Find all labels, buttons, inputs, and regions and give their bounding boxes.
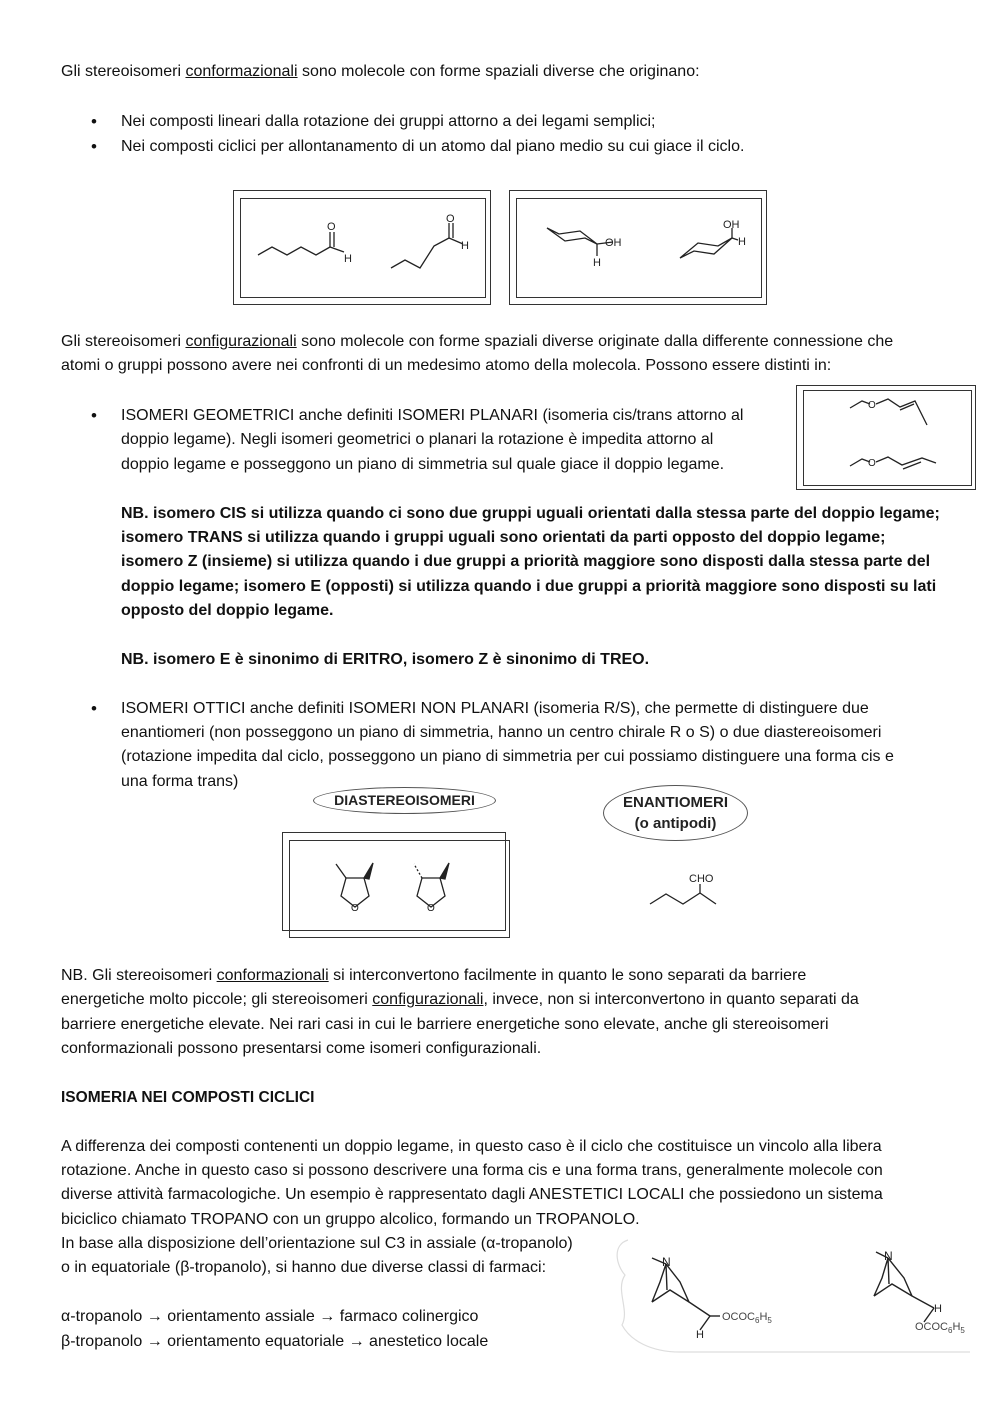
optical-text: una forma trans) [121,773,239,790]
cyclic-text: In base alla disposizione dell’orientazione sul C3 in assiale (α-tropanolo) [61,1235,573,1252]
beta-tropanol-line: β-tropanolo → orientamento equatoriale → anestetico locale [61,1333,489,1350]
list-item: • Nei composti lineari dalla rotazione dei gruppi attorno a dei legami semplici; [61,110,744,135]
tropane-n-label: N [884,1249,893,1263]
cyclohexanol-oh-label: OH [723,219,740,231]
aldehyde-o-label: O [446,213,455,225]
diastereoisomers-label: DIASTEREOISOMERI [313,787,496,814]
config-paragraph-line: Gli stereoisomeri configurazionali sono molecole con forme spaziali diverse originate dalla differente connessione che [61,333,894,350]
geometric-text: doppio legame). Negli isomeri geometrici o planari la rotazione è impedita attorno al [121,431,714,448]
ester-label: $OCOC_6H_5$ [915,1321,965,1335]
geometric-text: doppio legame e posseggono un piano di simmetria sul quale giace il doppio legame. [121,456,725,473]
nb-interconversion-line: energetiche molto piccole; gli stereoisomeri configurazionali, invece, non si interconvertono in quanto separati da [61,991,859,1008]
aldehyde-h-label: H [461,240,469,252]
cyclohexanol-oh-label: OH [605,237,622,249]
ring-o-label: O [427,903,435,914]
nb-interconversion-line: barriere energetiche elevate. Nei rari casi in cui le barriere energetiche sono elevate, anche gli stereoisomeri [61,1016,829,1033]
cyclic-text: rotazione. Anche in questo caso si possono descrivere una forma cis e una forma trans, generalmente molecole con [61,1162,883,1179]
cyclic-text: o in equatoriale (β-tropanolo), si hanno due diverse classi di farmaci: [61,1259,547,1276]
cyclohexanol-h-label: H [593,257,601,269]
ether-o-label: O [868,458,876,469]
nb-interconversion-line: conformazionali possono presentarsi come isomeri configurazionali. [61,1040,542,1057]
aldehyde-o-label: O [327,221,336,233]
cyclic-text: diverse attività farmacologiche. Un esempio è rappresentato dagli ANESTETICI LOCALI che possiedono un sistema [61,1186,883,1203]
nb-cis-trans-line: NB. isomero CIS si utilizza quando ci sono due gruppi uguali orientati dalla stessa parte del doppio legame; [121,505,940,522]
nb-cis-trans-line: opposto del doppio legame. [121,602,334,619]
cho-label: CHO [689,873,714,885]
term-configurazionali: configurazionali [185,333,297,350]
list-item: • Nei composti ciclici per allontanamento di un atomo dal piano medio su cui giace il ciclo. [61,135,744,160]
nb-cis-trans-line: doppio legame; isomero E (opposti) si utilizza quando i due gruppi a priorità maggiore sono disposti su lati [121,578,937,595]
tropane-h-label: H [696,1329,704,1341]
optical-text: (rotazione impedita dal ciclo, posseggono un piano di simmetria per cui possiamo distinguere una forma cis e [121,748,894,765]
ring-o-label: O [351,903,359,914]
tropane-h-label: H [934,1303,942,1315]
nb-cis-trans-line: isomero TRANS si utilizza quando i gruppi uguali sono orientati da parti opposto del doppio legame; [121,529,886,546]
term-conformazionali: conformazionali [185,63,298,80]
section-heading-cyclic: ISOMERIA NEI COMPOSTI CICLICI [61,1089,315,1106]
list-item: • ISOMERI GEOMETRICI anche definiti ISOMERI PLANARI (isomeria cis/trans attorno al [61,404,743,429]
ester-label: $OCOC_6H_5$ [722,1311,772,1325]
cyclic-text: biciclico chiamato TROPANO con un gruppo alcolico, formando un TROPANOLO. [61,1211,640,1228]
alpha-tropanol-line: α-tropanolo → orientamento assiale → farmaco colinergico [61,1308,479,1325]
cyclic-text: A differenza dei composti contenenti un doppio legame, in questo caso è il ciclo che costituisce un vincolo alla libera [61,1138,882,1155]
list-item: • ISOMERI OTTICI anche definiti ISOMERI NON PLANARI (isomeria R/S), che permette di distinguere due [61,697,869,722]
config-paragraph-line: atomi o gruppi possono avere nei confronti di un medesimo atomo della molecola. Possono essere distinti in: [61,357,832,374]
optical-text: enantiomeri (non posseggono un piano di simmetria, hanno un centro chirale R o S) o due diastereoisomeri [121,724,882,741]
cyclohexanol-h-label: H [738,236,746,248]
ether-o-label: O [868,400,876,411]
aldehyde-h-label: H [344,253,352,265]
tropane-n-label: N [662,1255,671,1269]
enantiomers-label: ENANTIOMERI (o antipodi) [603,785,748,841]
nb-eritro-treo: NB. isomero E è sinonimo di ERITRO, isomero Z è sinonimo di TREO. [121,651,650,668]
nb-interconversion-line: NB. Gli stereoisomeri conformazionali si interconvertono facilmente in quanto le sono separati da barriere [61,967,807,984]
nb-cis-trans-line: isomero Z (insieme) si utilizza quando i due gruppi a priorità maggiore sono disposti dalla stessa parte del [121,553,931,570]
intro-paragraph: Gli stereoisomeri conformazionali sono molecole con forme spaziali diverse che originano: [61,63,700,80]
